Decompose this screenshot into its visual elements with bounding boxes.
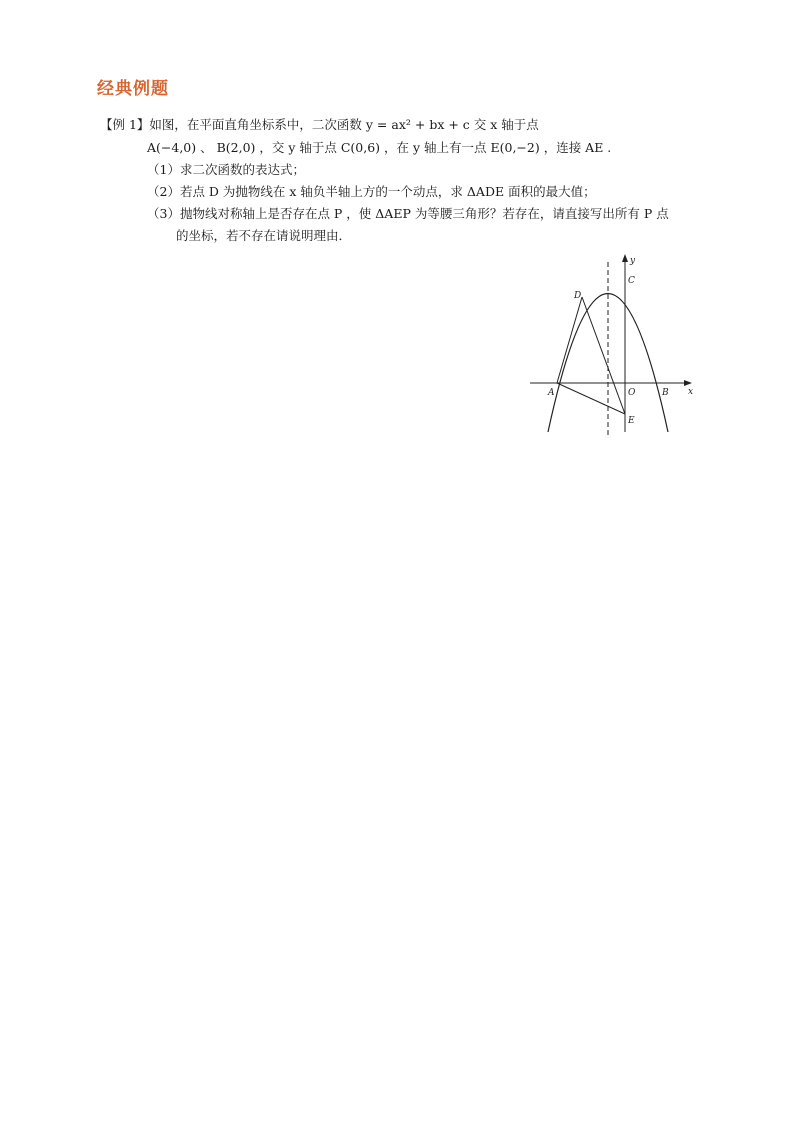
label-C: C (628, 276, 635, 286)
label-O: O (628, 388, 636, 398)
label-x: x (688, 387, 694, 397)
problem-points-line: A(−4,0) 、 B(2,0) ，交 y 轴于点 C(0,6) ，在 y 轴上有一点 E(0,−2) ，连接 AE . (147, 140, 612, 155)
segment-DE (582, 297, 625, 414)
label-A: A (548, 388, 555, 398)
question-1: （1）求二次函数的表达式； (147, 162, 305, 177)
label-y: y (630, 256, 636, 266)
section-title: 经典例题 (97, 79, 169, 99)
label-B: B (662, 388, 669, 398)
segment-AD (557, 297, 582, 383)
y-axis-arrow (622, 254, 628, 262)
problem-intro-line: 【例 1】如图，在平面直角坐标系中，二次函数 y = ax² + bx + c 交 x 轴于点 (100, 117, 539, 132)
parabola-figure (530, 250, 700, 435)
label-E: E (628, 416, 635, 426)
question-3-line-1: （3）抛物线对称轴上是否存在点 P ，使 ΔAEP 为等腰三角形？若存在，请直接写出所有 P 点 (147, 206, 669, 221)
label-D: D (574, 291, 582, 301)
x-axis-arrow (684, 380, 692, 386)
question-2: （2）若点 D 为抛物线在 x 轴负半轴上方的一个动点，求 ΔADE 面积的最大值； (147, 184, 596, 199)
question-3-line-2: 的坐标，若不存在请说明理由． (176, 228, 352, 243)
